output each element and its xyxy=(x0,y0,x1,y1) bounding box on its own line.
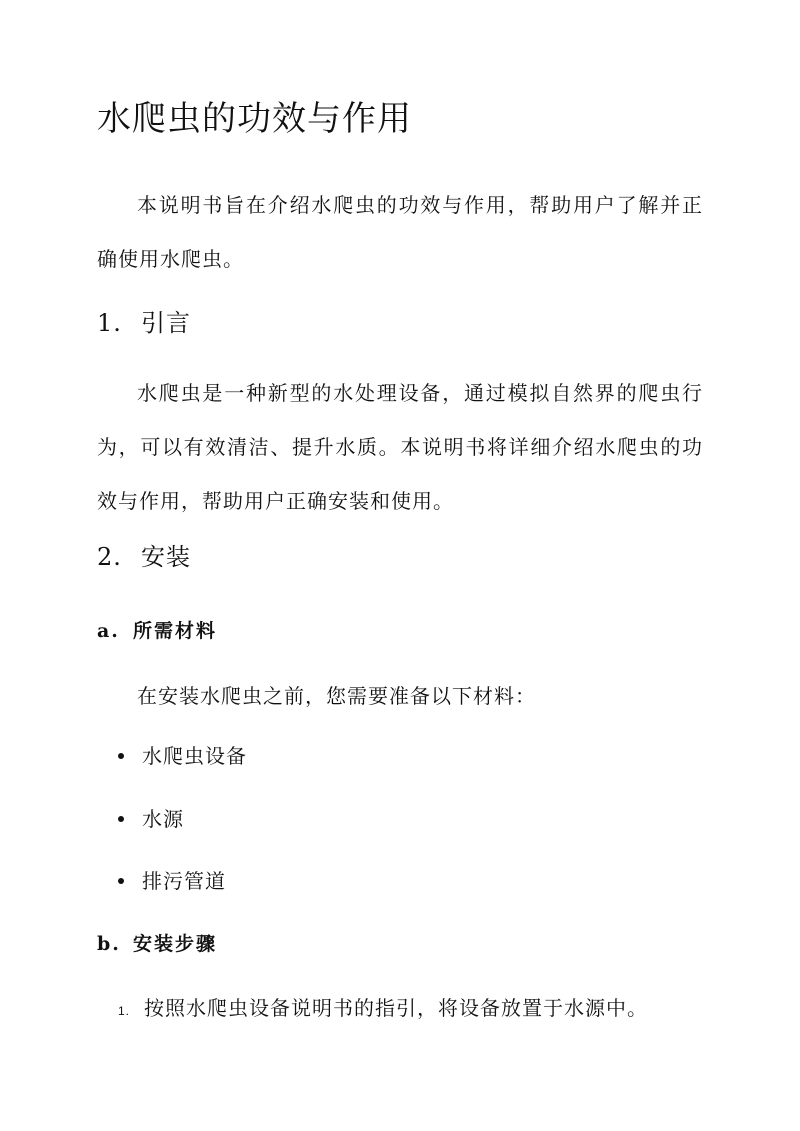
list-item-text: 水爬虫设备 xyxy=(142,744,247,768)
intro-section-paragraph: 水爬虫是一种新型的水处理设备，通过模拟自然界的爬虫行为，可以有效清洁、提升水质。本说明书将详细介绍水爬虫的功效与作用，帮助用户正确安装和使用。 xyxy=(97,381,703,513)
subsection-label: b. xyxy=(97,933,121,955)
section-heading-install xyxy=(97,540,191,574)
intro-paragraph: 本说明书旨在介绍水爬虫的功效与作用，帮助用户了解并正确使用水爬虫。 xyxy=(97,193,703,271)
step-text: 按照水爬虫设备说明书的指引，将设备放置于水源中。 xyxy=(144,996,648,1020)
section-number: 1. xyxy=(97,309,122,337)
bullet-icon xyxy=(118,816,124,822)
subsection-label: a. xyxy=(97,620,120,642)
section-heading-intro xyxy=(97,306,191,340)
subsection-title: 所需材料 xyxy=(133,620,218,642)
step-item xyxy=(118,993,648,1026)
step-number: 1. xyxy=(118,1004,131,1018)
list-item xyxy=(118,866,226,896)
list-item-text: 排污管道 xyxy=(142,869,226,893)
materials-lead: 在安装水爬虫之前，您需要准备以下材料： xyxy=(137,684,536,708)
section-number: 2. xyxy=(97,543,122,571)
list-item-text: 水源 xyxy=(142,807,184,831)
section-title: 安装 xyxy=(141,543,191,571)
bullet-icon xyxy=(118,878,124,884)
subsection-title: 安装步骤 xyxy=(133,933,218,955)
subsection-heading-steps xyxy=(97,929,217,959)
bullet-icon xyxy=(118,753,124,759)
section-title: 引言 xyxy=(141,309,191,337)
list-item xyxy=(118,741,247,771)
document-title: 水爬虫的功效与作用 xyxy=(97,99,412,139)
subsection-heading-materials xyxy=(97,616,217,646)
list-item xyxy=(118,804,184,834)
